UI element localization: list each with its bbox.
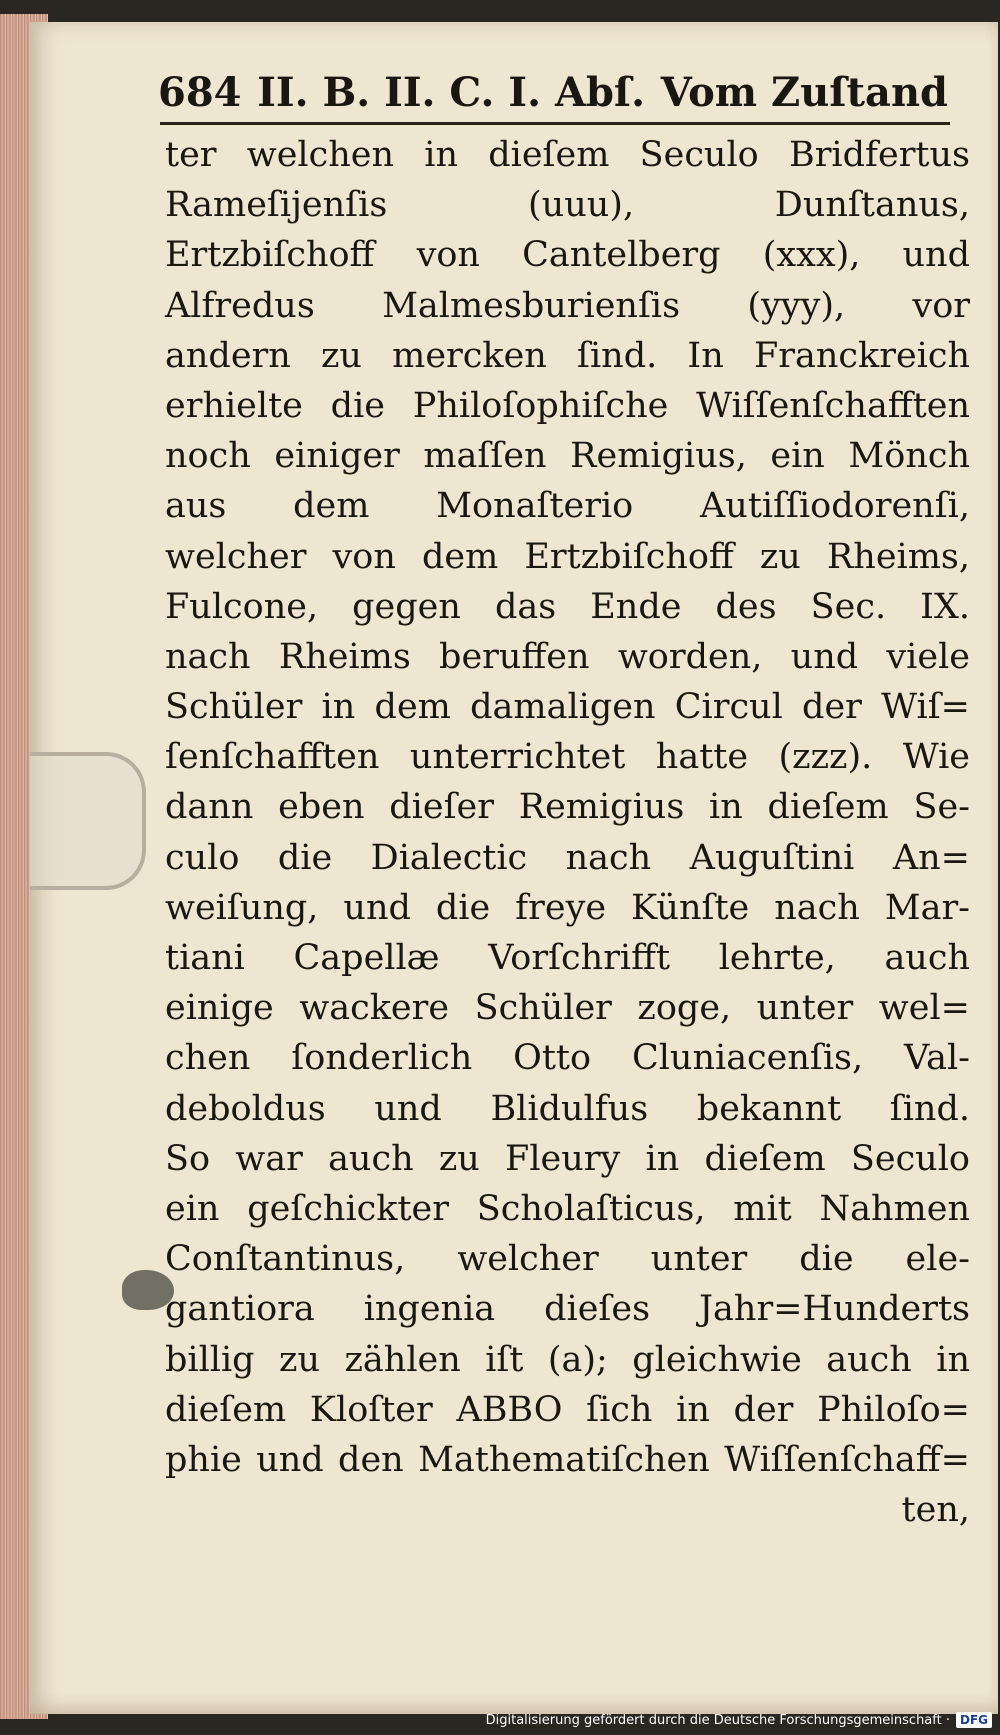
text-line: nach Rheims beruffen worden, und viele — [165, 636, 970, 677]
text-line: Alfredus Malmesburienſis (yyy), vor — [165, 285, 970, 326]
text-line: chen ſonderlich Otto Cluniacenſis, Val- — [165, 1038, 970, 1079]
text-line: billig zu zählen iſt (a); gleichwie auch in — [165, 1339, 970, 1380]
bookmark-tab — [30, 752, 146, 890]
header-rule — [160, 122, 950, 125]
text-line: phie und den Mathematiſchen Wiſſenſchaff= — [165, 1439, 970, 1480]
text-line: dieſem Kloſter ABBO ſich in der Philoſo= — [165, 1389, 970, 1430]
text-line: noch einiger maſſen Remigius, ein Mönch — [165, 436, 970, 477]
text-line: Conſtantinus, welcher unter die ele- — [165, 1239, 970, 1280]
text-line: welcher von dem Ertzbiſchoff zu Rheims, — [165, 536, 970, 577]
running-title: II. B. II. C. I. Abſ. — [257, 68, 646, 116]
text-line: dann eben dieſer Remigius in dieſem Se- — [165, 787, 970, 828]
text-line: gantiora ingenia dieſes Jahr=Hunderts — [165, 1289, 970, 1330]
text-line: culo die Dialectic nach Auguſtini An= — [165, 837, 970, 878]
dfg-logo: DFG — [956, 1712, 992, 1728]
page-number: 684 — [158, 68, 242, 116]
text-line: Ertzbiſchoff von Cantelberg (xxx), und — [165, 235, 970, 276]
text-line: tiani Capellæ Vorſchrifft lehrte, auch — [165, 938, 970, 978]
text-line: erhielte die Philoſophiſche Wiſſenſchafften — [165, 385, 970, 426]
text-line: ein geſchickter Scholaſticus, mit Nahmen — [165, 1188, 970, 1229]
text-line: ſenſchafften unterrichtet hatte (zzz). Wie — [165, 737, 970, 778]
text-line: einige wackere Schüler zoge, unter wel= — [165, 988, 970, 1029]
running-header — [158, 60, 948, 124]
text-line: Rameſijenſis (uuu), Dunſtanus, — [165, 185, 970, 226]
text-line: ter welchen in dieſem Seculo Bridfertus — [165, 135, 970, 175]
text-line: deboldus und Blidulfus bekannt ſind. — [165, 1088, 970, 1129]
footer — [486, 1707, 992, 1733]
digitization-credit: Digitalisierung gefördert durch die Deutsche Forschungsgemeinschaft · — [485, 1712, 950, 1728]
text-line: andern zu mercken ſind. In Franckreich — [165, 335, 970, 376]
text-line: So war auch zu Fleury in dieſem Seculo — [165, 1138, 970, 1179]
text-line: Schüler in dem damaligen Circul der Wiſ= — [165, 687, 970, 728]
text-line: Fulcone, gegen das Ende des Sec. IX. — [165, 586, 970, 627]
text-line: weiſung, und die freye Künſte nach Mar- — [165, 887, 970, 928]
text-line: aus dem Monaſterio Autiſſiodorenſi, — [165, 486, 970, 527]
text-line: ten, — [901, 1490, 970, 1531]
body-text — [165, 130, 970, 1535]
section-title: Vom Zuſtand — [660, 68, 948, 116]
